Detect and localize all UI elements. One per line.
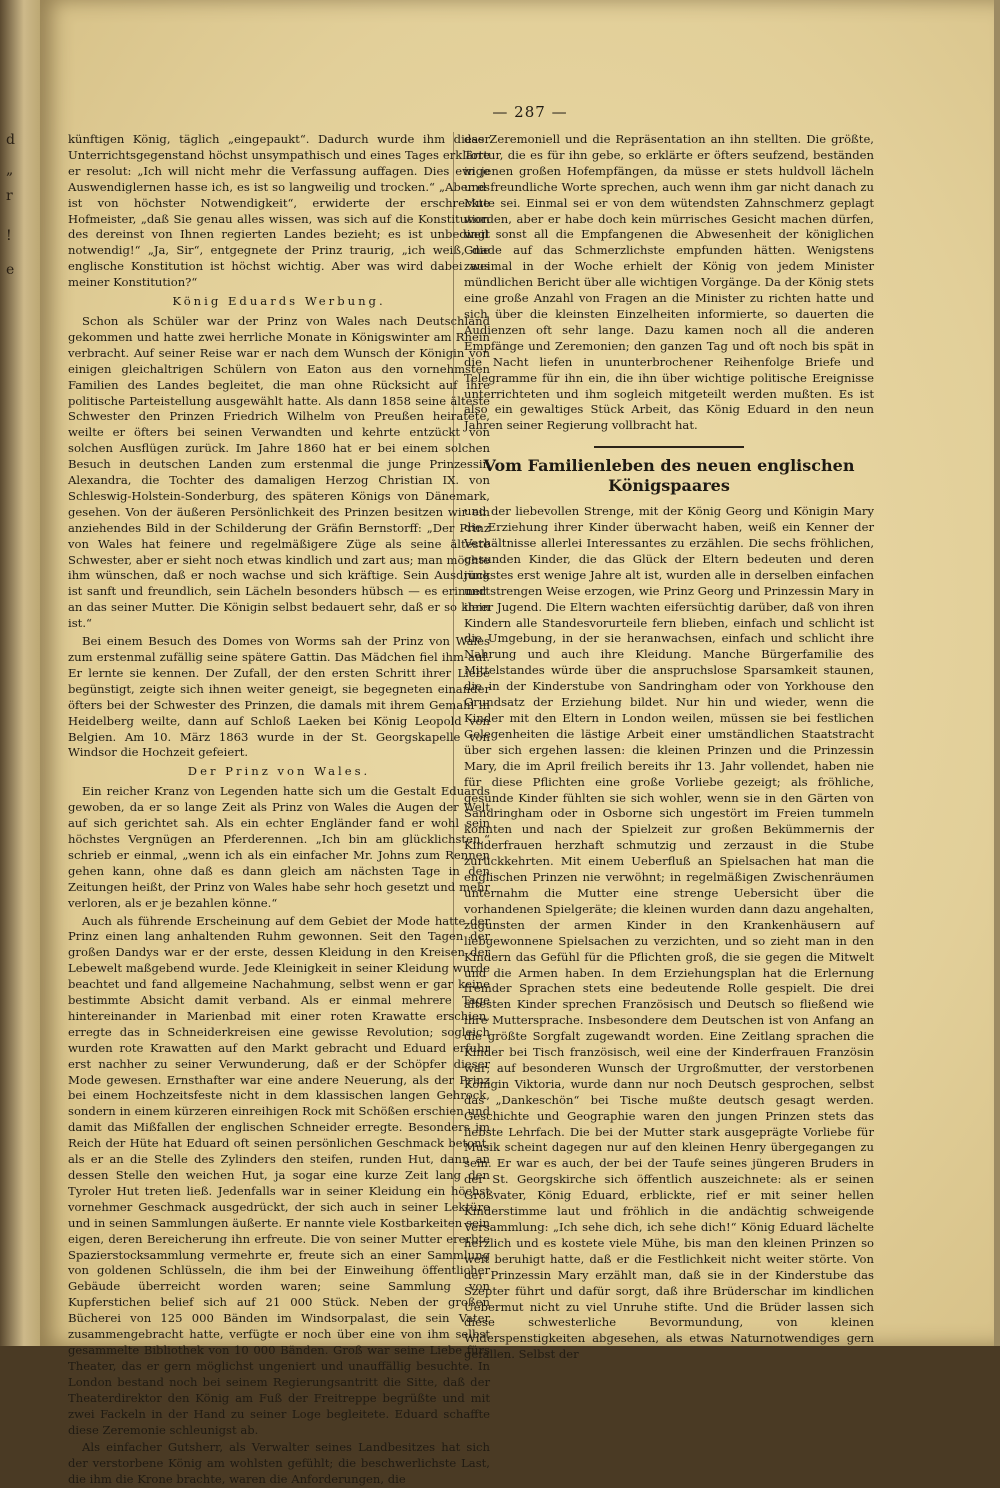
paragraph: Als einfacher Gutsherr, als Verwalter seines Landbesitzes hat sich der verstorbene König am wohlsten gefühlt; die beschwerlichste Last, die ihm die Krone brachte, waren die Anforderungen, die [68,1440,490,1487]
section-heading-prinz: Der Prinz von Wales. [187,764,371,779]
sliver-char: r [6,188,13,204]
sliver-char: ! [6,228,12,244]
intro-paragraph: künftigen König, täglich „eingepaukt“. Dadurch wurde ihm dieser Unterrichtsgegenstand höchst unsympathisch und eines Tages erklärte er resolut: „Ich will nicht mehr die Verfassung auffagen. Dies ewige Auswendiglernen hasse ich, es ist so langweilig und trocken.“ „Aber es ist von höchster Notwendigkeit“, erwiderte der erschreckte Hofmeister, „daß Sie genau alles wissen, was sich auf die Konstitution des dereinst von Ihnen regierten Landes bezieht; es ist unbedingt notwendig!“ „Ja, Sir“, entgegnete der Prinz traurig, „ich weiß, die englische Konstitution ist höchst wichtig. Aber was wird dabei aus meiner Konstitution?“ [68,132,490,290]
paragraph: Ein reicher Kranz von Legenden hatte sich um die Gestalt Eduards gewoben, da er so lange Zeit als Prinz von Wales die Augen der Welt auf sich gerichtet sah. Als ein echter Engländer fand er wohl sein höchstes Vergnügen an Pferderennen. „Ich bin am glücklichsten,“ schrieb er einmal, „wenn ich als ein einfacher Mr. Johns zum Rennen gehen kann, ohne daß es dann gleich am nächsten Tage in den Zeitungen heißt, der Prinz von Wales habe sehr hoch gesetzt und mehr verloren, als er je bezahlen könne.“ [68,784,490,910]
page-number: — 287 — [492,103,568,121]
sliver-char: e [6,262,15,278]
left-column [68,132,490,1487]
paragraph: Schon als Schüler war der Prinz von Wales nach Deutschland gekommen und hatte zwei herrliche Monate in Königswinter am Rhein verbracht. Auf seiner Reise war er nach dem Wunsch der Königin von einigen gleichaltrigen Schülern von Eaton aus den vornehmsten Familien des Landes begleitet, die man ohne Rücksicht auf ihre politische Parteistellung ausgewählt hatte. Als dann 1858 seine älteste Schwester den Prinzen Friedrich Wilhelm von Preußen heiratete, weilte er öfters bei seinen Verwandten und kehrte entzückt von solchen Ausflügen zurück. Im Jahre 1860 hat er bei einem solchen Besuch in deutschen Landen zum erstenmal die junge Prinzessin Alexandra, die Tochter des damaligen Herzog Christian IX. von Schleswig-Holstein-Sonderburg, des späteren Königs von Dänemark, gesehen. Von der äußeren Persönlichkeit des Prinzen besitzen wir ein anziehendes Bild in der Schilderung der Gräfin Bernstorff: „Der Prinz von Wales hat feinere und regelmäßigere Züge als seine älteste Schwester, aber er sieht noch etwas kindlich und zart aus; man möchte ihm wünschen, daß er noch wachse und sich kräftige. Sein Ausdruck ist sanft und freundlich, sein Lächeln besonders hübsch — es erinnert an das seiner Mutter. Die Königin selbst bedauert sehr, daß er so klein ist.“ [68,313,490,631]
sliver-char: d [6,132,15,148]
article-title: Vom Familienleben des neuen englischen Königspaares [483,456,855,496]
right-column [464,132,874,1362]
article-separator-rule [594,446,744,448]
article-body: und der liebevollen Strenge, mit der König Georg und Königin Mary die Erziehung ihrer Kinder überwacht haben, weiß ein Kenner der Verhältnisse allerlei Interessantes zu erzählen. Die sechs fröhlichen, gesunden Kinder, die das Glück der Eltern bedeuten und deren jüngstes erst wenige Jahre alt ist, wurden alle in derselben einfachen und strengen Weise erzogen, wie Prinz Georg und Prinzessin Mary in ihrer Jugend. Die Eltern wachten eifersüchtig darüber, daß von ihren Kindern alle Standesvorurteile fern blieben, einfach und schlicht ist die Umgebung, in der sie heranwachsen, einfach und schlicht ihre Nahrung und auch ihre Kleidung. Manche Bürgerfamilie des Mittelstandes würde über die anspruchslose Sparsamkeit staunen, die in der Kinderstube von Sandringham oder von Yorkhouse den Grundsatz der Erziehung bildet. Nur hin und wieder, wenn die Kinder mit den Eltern in London weilen, müssen sie bei festlichen Gelegenheiten die lästige Arbeit einer umständlichen Staatstracht über sich ergehen lassen: die kleinen Prinzen und die Prinzessin Mary, die im April freilich bereits ihr 13. Jahr vollendet, haben nie für diese Pflichten eine große Vorliebe gezeigt; als fröhliche, gesunde Kinder fühlten sie sich wohler, wenn sie in den Gärten von Sandringham oder in Osborne sich ungestört im Freien tummeln konnten und nach der Spielzeit zur großen Bekümmernis der Kinderfrauen herzhaft schmutzig und zerzaust in die Stube zurückkehrten. Mit einem Ueberfluß an Spielsachen hat man die englischen Prinzen nie verwöhnt; in regelmäßigen Zwischenräumen unternahm die Mutter eine strenge Uebersicht über die vorhandenen Spielgeräte; die kleinen wurden dann dazu angehalten, zugunsten der armen Kinder in den Krankenhäusern auf liebgewonnene Spielsachen zu verzichten, und so zieht man in den Kindern das Gefühl für die Pflichten groß, die sie gegen die Mitwelt und die Armen haben. In dem Erziehungsplan hat die Erlernung fremder Sprachen stets eine bedeutende Rolle gespielt. Die drei ältesten Kinder sprechen Französisch und Deutsch so fließend wie ihre Muttersprache. Insbesondere dem Deutschen ist von Anfang an die größte Sorgfalt zugewandt worden. Eine Zeitlang sprachen die Kinder bei Tisch französisch, weil eine der Kinderfrauen Französin war; auf besonderen Wunsch der Urgroßmutter, der verstorbenen Königin Viktoria, wurde dann nur noch Deutsch gesprochen, selbst das „Dankeschön“ bei Tische mußte deutsch gesagt werden. Geschichte und Geographie waren den jungen Prinzen stets das liebste Lehrfach. Die bei der Mutter stark ausgeprägte Vorliebe für Musik scheint dagegen nur auf den kleinen Henry übergegangen zu sein. Er war es auch, der bei der Taufe seines jüngeren Bruders in der St. Georgskirche sich öffentlich auszeichnete: als er seinen Großvater, König Eduard, erblickte, rief er mit seiner hellen Kinderstimme laut und fröhlich in die andächtig schweigende Versammlung: „Ich sehe dich, ich sehe dich!“ König Eduard lächelte herzlich und es kostete viele Mühe, bis man den kleinen Prinzen so weit beruhigt hatte, daß er die Festlichkeit nicht weiter störte. Von der Prinzessin Mary erzählt man, daß sie in der Kinderstube das Szepter führt und dafür sorgt, daß ihre Brüderschar im kindlichen Uebermut nicht zu viel Unruhe stifte. Und die Brüder lassen sich diese schwesterliche Bevormundung, von kleinen Widerspenstigkeiten abgesehen, als etwas Naturnotwendiges gern gefallen. Selbst der [464,504,874,1362]
paragraph: Bei einem Besuch des Domes von Worms sah der Prinz von Wales zum erstenmal zufällig seine spätere Gattin. Das Mädchen fiel ihm auf. Er lernte sie kennen. Der Zufall, der den ersten Schritt ihrer Liebe begünstigt, zeigte sich ihnen weiter geneigt, sie begegneten einander öfters bei der Schwester des Prinzen, die damals mit ihrem Gemahl in Heidelberg weilte, dann auf Schloß Laeken bei König Leopold von Belgien. Am 10. März 1863 wurde in der St. Georgskapelle von Windsor die Hochzeit gefeiert. [68,634,490,760]
adjacent-page-edge [0,0,40,1346]
paragraph: Auch als führende Erscheinung auf dem Gebiet der Mode hatte der Prinz einen lang anhaltenden Ruhm gewonnen. Seit den Tagen der großen Dandys war er der erste, dessen Kleidung in den Kreisen der Lebewelt maßgebend wurde. Jede Kleinigkeit in seiner Kleidung wurde beachtet und fand allgemeine Nachahmung, selbst wenn er gar keine bestimmte Absicht damit verband. Als er einmal mehrere Tage hintereinander in Marienbad mit einer roten Krawatte erschien, erregte das in Schneiderkreisen eine gewisse Revolution; sogleich wurden rote Krawatten auf den Markt gebracht und Eduard erfuhr erst nachher zu seiner Verwunderung, daß er der Schöpfer dieser Mode gewesen. Ernsthafter war eine andere Neuerung, als der Prinz bei einem Hochzeitsfeste nicht in dem klassischen langen Gehrock, sondern in einem kürzeren einreihigen Rock mit Schößen erschien und damit das Mißfallen der englischen Schneider erregte. Besonders im Reich der Hüte hat Eduard oft seinen persönlichen Geschmack betont, als er an die Stelle des Zylinders den steifen, runden Hut, dann an dessen Stelle den weichen Hut, ja sogar eine kurze Zeit lang den Tyroler Hut treten ließ. Jedenfalls war in seiner Kleidung ein höchst vornehmer Geschmack ausgedrückt, der sich auch in seiner Lektüre und in seinen Sammlungen äußerte. Er nannte viele Kostbarkeiten sein eigen, deren Bereicherung ihn erfreute. Die von seiner Mutter ererbte Spazierstocksammlung vermehrte er, freute sich an einer Sammlung von goldenen Schlüsseln, die ihm bei der Einweihung öffentlicher Gebäude überreicht worden waren; seine Sammlung von Kupferstichen belief sich auf 21 000 Stück. Neben der großen Bücherei von 125 000 Bänden im Windsorpalast, die sein Vater zusammengebracht hatte, verfügte er noch über eine von ihm selbst gesammelte Bibliothek von 10 000 Bänden. Groß war seine Liebe fürs Theater, das er gern möglichst ungeniert und unauffällig besuchte. In London bestand noch bei seinem Regierungsantritt die Sitte, daß der Theaterdirektor den König am Fuß der Freitreppe begrüßte und mit zwei Fackeln in der Hand zu seiner Loge begleitete. Eduard schaffte diese Zeremonie schleunigst ab. [68,913,490,1437]
continuation-paragraph: das Zeremoniell und die Repräsentation an ihn stellten. Die größte, Tortur, die es für ihn gebe, so erklärte er öfters seufzend, beständen in jenen großen Hofempfängen, da müsse er stets huldvoll lächeln und freundliche Worte sprechen, auch wenn ihm gar nicht danach zu Mute sei. Einmal sei er von dem wütendsten Zahnschmerz geplagt worden, aber er habe doch kein mürrisches Gesicht machen dürfen, weil sonst all die Empfangenen die Abwesenheit der königlichen Gnade auf das Schmerzlichste empfunden hätten. Wenigstens zweimal in der Woche erhielt der König von jedem Minister mündlichen Bericht über alle wichtigen Vorgänge. Da der König stets eine große Anzahl von Fragen an die Minister zu richten hatte und sich über die kleinsten Einzelheiten informierte, so dauerten die Audienzen oft sehr lange. Dazu kamen noch all die anderen Empfänge und Zeremonien; den ganzen Tag und oft noch bis spät in die Nacht liefen in ununterbrochener Reihenfolge Briefe und Telegramme für ihn ein, die ihn über wichtige politische Ereignisse unterrichteten und ihm sogleich mitgeteilt werden mußten. Es ist also ein gewaltiges Stück Arbeit, das König Eduard in den neun Jahren seiner Regierung vollbracht hat. [464,132,874,433]
section-heading-werbung: König Eduards Werbung. [172,294,386,309]
sliver-char: „ [6,162,14,178]
page-edge [994,0,1000,1346]
